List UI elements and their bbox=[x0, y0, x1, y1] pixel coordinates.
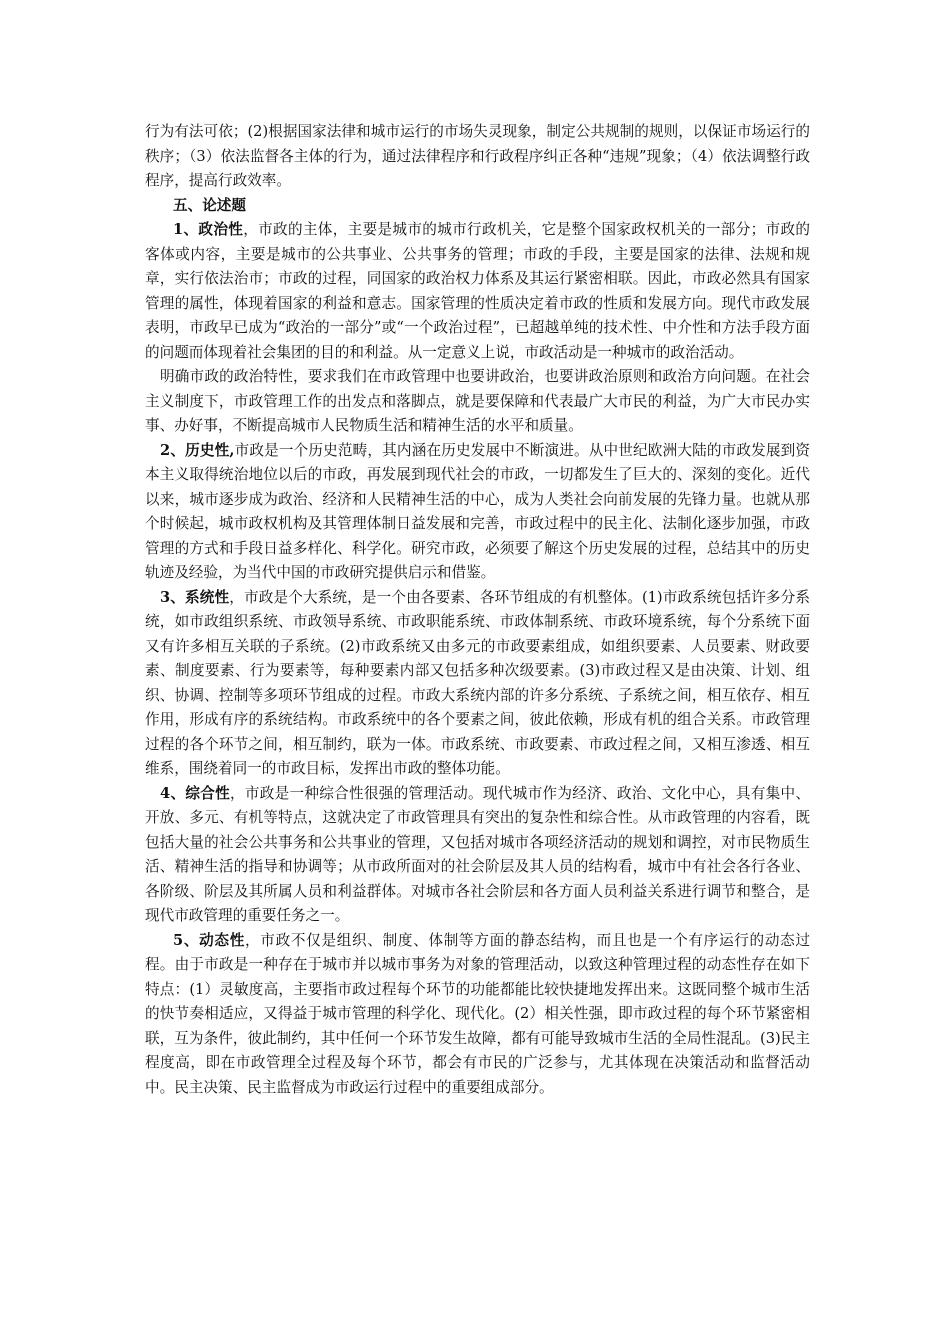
paragraph-political-followup bbox=[145, 365, 810, 439]
item-text: ，市政是个大系统，是一个由各要素、各环节组成的有机整体。(1)市政系统包括许多分系统，如市政组织系统、市政领导系统、市政职能系统、市政体制系统、市政环境系统，每个分系统下面又有许多相互关联的子系统。(2)市政系统又由多元的市政要素组成，如组织要素、人员要素、财政要素、制度要素、行为要素等，每种要素内部又包括多种次级要素。(3)市政过程又是由决策、计划、组织、协调、控制等多项环节组成的过程。市政大系统内部的许多分系统、子系统之间，相互依存、相互作用，形成有序的系统结构。市政系统中的各个要素之间，彼此依赖，形成有机的组合关系。市政管理过程的各个环节之间，相互制约，联为一体。市政系统、市政要素、市政过程之间，又相互渗透、相互维系，围绕着同一的市政目标，发挥出市政的整体功能。 bbox=[145, 588, 810, 777]
item-text: ，市政的主体，主要是城市的城市行政机关，它是整个国家政权机关的一部分；市政的客体或内容，主要是城市的公共事业、公共事务的管理；市政的手段，主要是国家的法律、法规和规章，实行依法治市；市政的过程，同国家的政治权力体系及其运行紧密相联。因此，市政必然具有国家管理的属性，体现着国家的利益和意志。国家管理的性质决定着市政的性质和发展方向。现代市政发展表明，市政早已成为“政治的一部分”或“一个政治过程”，已超越单纯的技术性、中介性和方法手段方面的问题而体现着社会集团的目的和利益。从一定意义上说，市政活动是一种城市的政治活动。 bbox=[145, 221, 810, 361]
paragraph-comprehensive bbox=[145, 782, 810, 929]
item-label: 1、政治性 bbox=[173, 221, 244, 238]
paragraph-historical bbox=[145, 439, 810, 586]
item-text: ，市政不仅是组织、制度、体制等方面的静态结构，而且也是一个有序运行的动态过程。由于市政是一种存在于城市并以城市事务为对象的管理活动，以致这种管理过程的动态性存在如下特点：(1）灵敏度高，主要指市政过程每个环节的功能都能比较快捷地发挥出来。这既同整个城市生活的快节奏相适应，又得益于城市管理的科学化、现代化。(2）相关性强，即市政过程的每个环节紧密相联，互为条件，彼此制约，其中任何一个环节发生故障，都有可能导致城市生活的全局性混乱。(3)民主程度高，即在市政管理全过程及每个环节，都会有市民的广泛参与，尤其体现在决策活动和监督活动中。民主决策、民主监督成为市政运行过程中的重要组成部分。 bbox=[145, 931, 810, 1096]
item-text: 明确市政的政治特性，要求我们在市政管理中也要讲政治，也要讲政治原则和政治方向问题。在社会主义制度下，市政管理工作的出发点和落脚点，就是要保障和代表最广大市民的利益，为广大市民办实事、办好事，不断提高城市人民物质生活和精神生活的水平和质量。 bbox=[145, 368, 810, 434]
intro-paragraph: 行为有法可依；(2)根据国家法律和城市运行的市场失灵现象，制定公共规制的规则，以保证市场运行的秩序；（3）依法监督各主体的行为，通过法律程序和行政程序纠正各种“违规”现象；（4）依法调整行政程序，提高行政效率。 bbox=[145, 123, 810, 189]
paragraph-political bbox=[145, 218, 810, 365]
paragraph-systemic bbox=[145, 586, 810, 782]
section-heading: 五、论述题 bbox=[173, 196, 246, 214]
item-text: ，市政是一种综合性很强的管理活动。现代城市作为经济、政治、文化中心，具有集中、开放、多元、有机等特点，这就决定了市政管理具有突出的复杂性和综合性。从市政管理的内容看，既包括大量的社会公共事务和公共事业的管理，又包括对城市各项经济活动的规划和调控，对市民物质生活、精神生活的指导和协调等；从市政所面对的社会阶层及其人员的结构看，城市中有社会各行各业、各阶级、阶层及其所属人员和利益群体。对城市各社会阶层和各方面人员利益关系进行调节和整合，是现代市政管理的重要任务之一。 bbox=[145, 784, 810, 924]
item-label: 2、历史性, bbox=[160, 441, 235, 459]
item-label: 4、综合性 bbox=[160, 784, 230, 802]
item-label: 3、系统性 bbox=[160, 588, 230, 606]
document-page bbox=[145, 120, 810, 1100]
item-text: 市政是一个历史范畴，其内涵在历史发展中不断演进。从中世纪欧洲大陆的市政发展到资本主义取得统治地位以后的市政，再发展到现代社会的市政，一切都发生了巨大的、深刻的变化。近代以来，城市逐步成为政治、经济和人民精神生活的中心，成为人类社会向前发展的先锋力量。也就从那个时候起，城市政权机构及其管理体制日益发展和完善，市政过程中的民主化、法制化逐步加强，市政管理的方式和手段日益多样化、科学化。研究市政，必须要了解这个历史发展的过程，总结其中的历史轨迹及经验，为当代中国的市政研究提供启示和借鉴。 bbox=[145, 441, 810, 581]
paragraph-dynamic bbox=[145, 929, 810, 1101]
item-label: 5、动态性 bbox=[173, 931, 246, 949]
